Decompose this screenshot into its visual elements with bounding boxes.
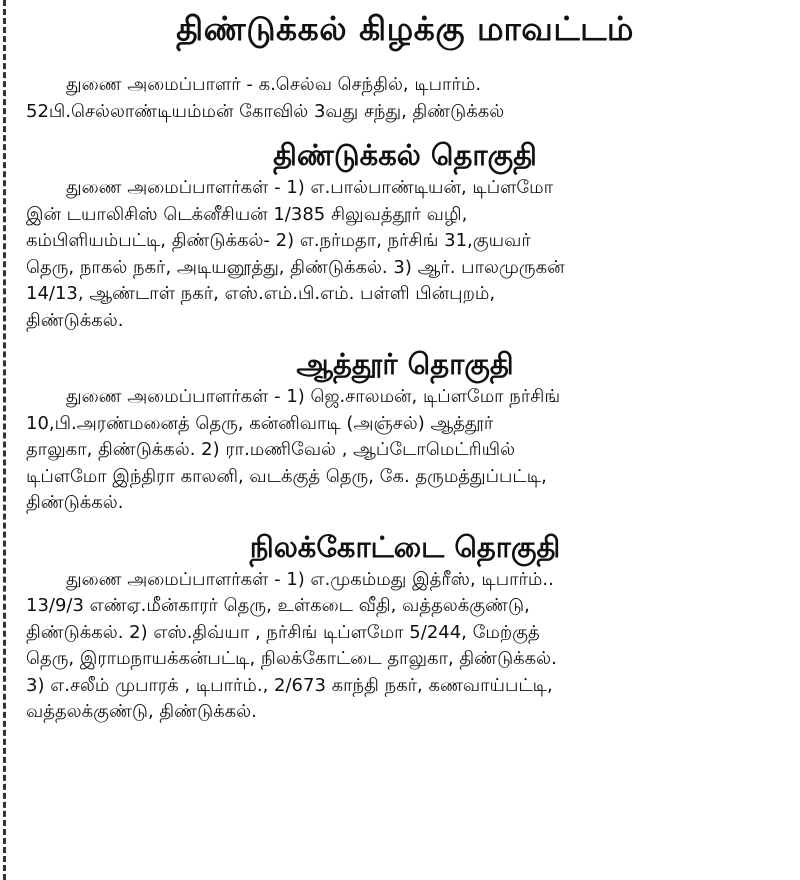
district-title: திண்டுக்கல் கிழக்கு மாவட்டம் xyxy=(176,9,634,48)
article-body xyxy=(26,6,784,736)
body-line: தெரு, இராமநாயக்கன்பட்டி, நிலக்கோட்டை தாலுகா, திண்டுக்கல். xyxy=(26,648,557,669)
district-intro xyxy=(26,72,784,125)
body-line: துணை அமைப்பாளர்கள் - 1) எ.பால்பாண்டியன், டிப்ளமோ xyxy=(66,177,554,198)
body-line: 13/9/3 எண்ஏ.மீன்காரர் தெரு, உள்கடை வீதி, வத்தலக்குண்டு, xyxy=(26,595,530,616)
body-line: தெரு, நாகல் நகர், அடியனூத்து, திண்டுக்கல். 3) ஆர். பாலமுருகன் xyxy=(26,256,565,278)
section-title-dindigul: திண்டுக்கல் தொகுதி xyxy=(273,138,537,172)
body-line: தாலுகா, திண்டுக்கல். 2) ரா.மணிவேல் , ஆப்டோமெட்ரியில் xyxy=(26,439,516,460)
section-body-athoor xyxy=(26,384,784,517)
body-line: இன் டயாலிசிஸ் டெக்னீசியன் 1/385 சிலுவத்தூர் வழி, xyxy=(26,203,468,225)
body-line: வத்தலக்குண்டு, திண்டுக்கல். xyxy=(26,701,257,722)
body-line: கம்பிளியம்பட்டி, திண்டுக்கல்- 2) எ.நர்மதா, நர்சிங் 31,குயவர் xyxy=(26,230,531,251)
body-line: துணை அமைப்பாளர்கள் - 1) ஜெ.சாலமன், டிப்ளமோ நர்சிங் xyxy=(66,386,561,407)
body-line: டிப்ளமோ இந்திரா காலனி, வடக்குத் தெரு, கே. தருமத்துப்பட்டி, xyxy=(26,465,547,487)
body-line: திண்டுக்கல். xyxy=(26,492,124,513)
body-line: துணை அமைப்பாளர்கள் - 1) எ.முகம்மது இத்ரீஸ், டிபார்ம்.. xyxy=(66,568,554,590)
section-body-nilakottai xyxy=(26,567,784,726)
body-line: திண்டுக்கல். xyxy=(26,309,124,331)
section-title-nilakottai: நிலக்கோட்டை தொகுதி xyxy=(249,529,561,564)
body-line: திண்டுக்கல். 2) எஸ்.திவ்யா , நர்சிங் டிப்ளமோ 5/244, மேற்குத் xyxy=(26,621,540,643)
intro-line: 52பி.செல்லாண்டியம்மன் கோவில் 3வது சந்து, திண்டுக்கல் xyxy=(26,100,505,122)
body-line: 3) எ.சலீம் முபாரக் , டிபார்ம்., 2/673 காந்தி நகர், கணவாய்பட்டி, xyxy=(26,674,553,696)
body-line: 10,பி.அரண்மனைத் தெரு, கன்னிவாடி (அஞ்சல்) ஆத்தூர் xyxy=(26,412,494,434)
body-line: 14/13, ஆண்டாள் நகர், எஸ்.எம்.பி.எம். பள்ளி பின்புறம், xyxy=(26,283,496,304)
dashed-cut-border xyxy=(3,0,6,880)
section-title-athoor: ஆத்தூர் தொகுதி xyxy=(296,347,514,381)
section-body-dindigul xyxy=(26,175,784,334)
intro-line: துணை அமைப்பாளர் - க.செல்வ செந்தில், டிபார்ம். xyxy=(66,74,482,95)
